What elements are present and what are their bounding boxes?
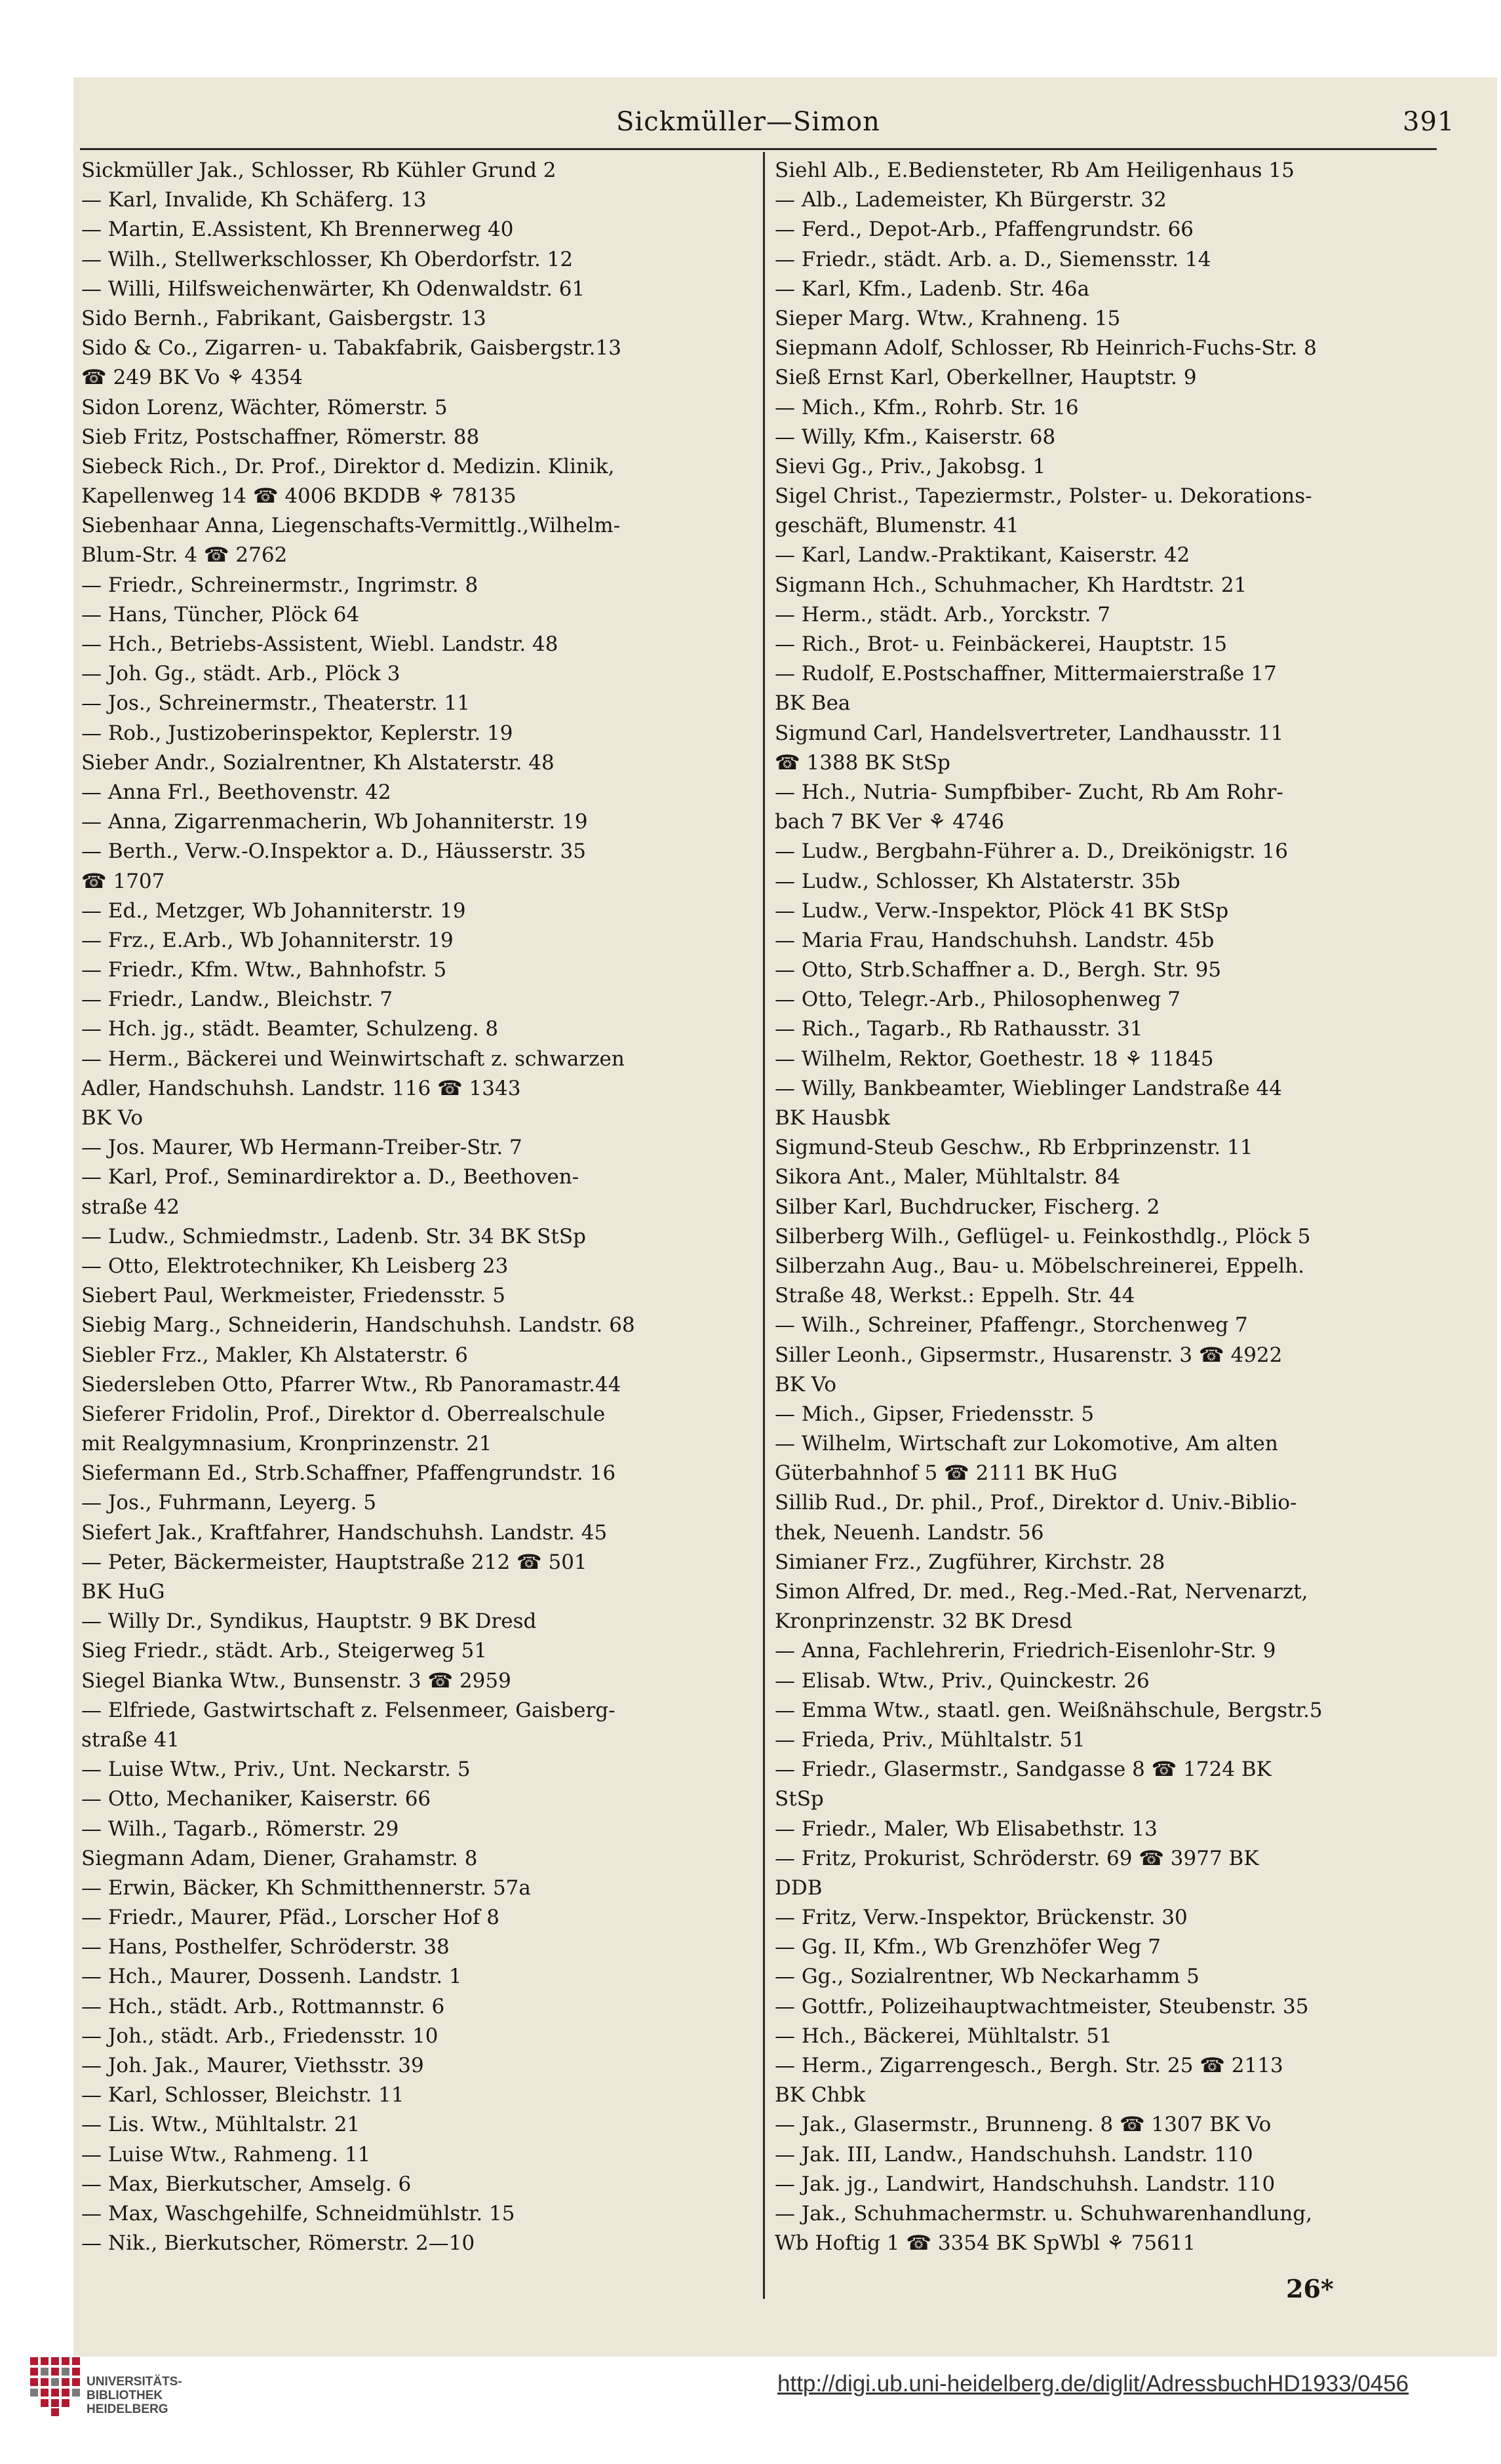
directory-entry: Siebeck Rich., Dr. Prof., Direktor d. Medizin. Klinik, xyxy=(81,454,615,478)
directory-entry: Adler, Handschuhsh. Landstr. 116 ☎ 1343 xyxy=(81,1076,521,1100)
directory-entry: — Anna, Fachlehrerin, Friedrich-Eisenlohr-Str. 9 xyxy=(775,1639,1276,1663)
directory-entry: — Frieda, Priv., Mühltalstr. 51 xyxy=(775,1727,1085,1752)
directory-entry: — Hch., städt. Arb., Rottmannstr. 6 xyxy=(81,1994,445,2018)
directory-entry: — Hch., Maurer, Dossenh. Landstr. 1 xyxy=(81,1965,462,1989)
directory-entry: StSp xyxy=(775,1787,824,1811)
directory-entry: ☎ 1388 BK StSp xyxy=(775,750,950,775)
header-rule xyxy=(80,148,1437,150)
directory-entry: mit Realgymnasium, Kronprinzenstr. 21 xyxy=(81,1432,492,1456)
directory-entry: — Hch. jg., städt. Beamter, Schulzeng. 8 xyxy=(81,1017,499,1041)
directory-entry: Siebenhaar Anna, Liegenschafts-Vermittlg.,Wilhelm- xyxy=(81,514,621,538)
source-url-link[interactable]: http://digi.ub.uni-heidelberg.de/diglit/AdressbuchHD1933/0456 xyxy=(777,2371,1409,2397)
directory-entry: — Friedr., Landw., Bleichstr. 7 xyxy=(81,988,393,1012)
directory-entry: — Emma Wtw., staatl. gen. Weißnähschule, Bergstr.5 xyxy=(775,1698,1323,1722)
directory-entry: — Anna Frl., Beethovenstr. 42 xyxy=(81,780,391,804)
directory-entry: straße 41 xyxy=(81,1727,180,1752)
directory-entry: — Ludw., Schlosser, Kh Alstaterstr. 35b xyxy=(775,869,1180,893)
directory-entry: — Wilh., Stellwerkschlosser, Kh Oberdorfstr. 12 xyxy=(81,247,574,271)
directory-entry: — Otto, Telegr.-Arb., Philosophenweg 7 xyxy=(775,988,1180,1012)
directory-entry: Sikora Ant., Maler, Mühltalstr. 84 xyxy=(775,1165,1121,1189)
directory-entry: — Joh. Jak., Maurer, Viethsstr. 39 xyxy=(81,2054,424,2077)
directory-entry: — Otto, Mechaniker, Kaiserstr. 66 xyxy=(81,1787,431,1811)
directory-entry: — Wilhelm, Wirtschaft zur Lokomotive, Am alten xyxy=(775,1432,1278,1456)
library-name xyxy=(87,2375,182,2416)
directory-entry: — Jos., Fuhrmann, Leyerg. 5 xyxy=(81,1491,377,1515)
column-divider xyxy=(763,152,765,2299)
directory-entry: — Herm., Zigarrengesch., Bergh. Str. 25 ☎ 2113 xyxy=(775,2054,1283,2077)
directory-entry: straße 42 xyxy=(81,1195,180,1219)
directory-entry: Siebert Paul, Werkmeister, Friedensstr. 5 xyxy=(81,1284,505,1308)
directory-entry: — Maria Frau, Handschuhsh. Landstr. 45b xyxy=(775,928,1215,952)
directory-entry: Siefermann Ed., Strb.Schaffner, Pfaffengrundstr. 16 xyxy=(81,1461,616,1486)
directory-entry: Siegel Bianka Wtw., Bunsenstr. 3 ☎ 2959 xyxy=(81,1668,511,1693)
directory-entry: — Rob., Justizoberinspektor, Keplerstr. 19 xyxy=(81,721,513,745)
left-column xyxy=(81,156,743,2258)
directory-entry: Sigel Christ., Tapeziermstr., Polster- u. Dekorations- xyxy=(775,484,1312,509)
directory-entry: Siepmann Adolf, Schlosser, Rb Heinrich-Fuchs-Str. 8 xyxy=(775,336,1317,360)
directory-entry: BK Hausbk xyxy=(775,1106,890,1130)
directory-entry: — Karl, Kfm., Ladenb. Str. 46a xyxy=(775,277,1090,301)
directory-entry: Simon Alfred, Dr. med., Reg.-Med.-Rat, Nervenarzt, xyxy=(775,1580,1308,1604)
directory-entry: Sieb Fritz, Postschaffner, Römerstr. 88 xyxy=(81,425,480,449)
directory-entry: — Willy, Bankbeamter, Wieblinger Landstraße 44 xyxy=(775,1076,1283,1100)
directory-entry: Sidon Lorenz, Wächter, Römerstr. 5 xyxy=(81,395,448,419)
directory-entry: BK Vo xyxy=(775,1372,836,1396)
directory-entry: Sickmüller Jak., Schlosser, Rb Kühler Grund 2 xyxy=(81,159,556,182)
directory-entry: Kapellenweg 14 ☎ 4006 BKDDB ⚘ 78135 xyxy=(81,484,517,509)
directory-entry: Siebler Frz., Makler, Kh Alstaterstr. 6 xyxy=(81,1343,468,1367)
directory-entry: — Jak. jg., Landwirt, Handschuhsh. Landstr. 110 xyxy=(775,2172,1276,2196)
directory-entry: — Anna, Zigarrenmacherin, Wb Johanniterstr. 19 xyxy=(81,810,588,834)
directory-entry: — Friedr., Schreinermstr., Ingrimstr. 8 xyxy=(81,573,478,597)
directory-entry: — Ludw., Bergbahn-Führer a. D., Dreikönigstr. 16 xyxy=(775,839,1289,864)
directory-entry: — Friedr., Maler, Wb Elisabethstr. 13 xyxy=(775,1817,1158,1841)
directory-entry: Sillib Rud., Dr. phil., Prof., Direktor d. Univ.-Biblio- xyxy=(775,1491,1297,1515)
directory-entry: — Joh., städt. Arb., Friedensstr. 10 xyxy=(81,2024,439,2048)
directory-entry: — Friedr., Kfm. Wtw., Bahnhofstr. 5 xyxy=(81,958,447,982)
directory-entry: — Berth., Verw.-O.Inspektor a. D., Häusserstr. 35 xyxy=(81,839,586,864)
library-name-line: UNIVERSITÄTS- xyxy=(87,2375,182,2389)
directory-entry: — Frz., E.Arb., Wb Johanniterstr. 19 xyxy=(81,928,454,952)
directory-entry: Sieper Marg. Wtw., Krahneng. 15 xyxy=(775,306,1121,330)
directory-entry: Sigmund-Steub Geschw., Rb Erbprinzenstr. 11 xyxy=(775,1136,1253,1160)
directory-entry: — Rudolf, E.Postschaffner, Mittermaierstraße 17 xyxy=(775,662,1277,686)
library-logo-icon xyxy=(30,2357,80,2416)
directory-entry: — Jak. III, Landw., Handschuhsh. Landstr. 110 xyxy=(775,2142,1253,2166)
directory-entry: Kronprinzenstr. 32 BK Dresd xyxy=(775,1609,1073,1634)
directory-entry: — Gottfr., Polizeihauptwachtmeister, Steubenstr. 35 xyxy=(775,1994,1309,2018)
directory-entry: Silberberg Wilh., Geflügel- u. Feinkosthdlg., Plöck 5 xyxy=(775,1224,1311,1248)
directory-entry: — Otto, Elektrotechniker, Kh Leisberg 23 xyxy=(81,1254,509,1278)
directory-entry: — Friedr., Maurer, Pfäd., Lorscher Hof 8 xyxy=(81,1906,500,1930)
directory-entry: Wb Hoftig 1 ☎ 3354 BK SpWbl ⚘ 75611 xyxy=(775,2231,1196,2256)
directory-entry: — Mich., Kfm., Rohrb. Str. 16 xyxy=(775,395,1079,419)
directory-entry: — Ludw., Verw.-Inspektor, Plöck 41 BK StSp xyxy=(775,898,1229,923)
directory-entry: Siegmann Adam, Diener, Grahamstr. 8 xyxy=(81,1846,478,1870)
directory-entry: — Max, Bierkutscher, Amselg. 6 xyxy=(81,2172,412,2196)
directory-entry: — Peter, Bäckermeister, Hauptstraße 212 ☎ 501 xyxy=(81,1550,587,1574)
directory-entry: — Alb., Lademeister, Kh Bürgerstr. 32 xyxy=(775,188,1167,212)
directory-entry: thek, Neuenh. Landstr. 56 xyxy=(775,1520,1044,1545)
directory-entry: — Hch., Betriebs-Assistent, Wiebl. Landstr. 48 xyxy=(81,632,558,656)
library-name-line: BIBLIOTHEK xyxy=(87,2389,163,2402)
directory-entry: — Luise Wtw., Rahmeng. 11 xyxy=(81,2142,371,2166)
directory-entry: Sievi Gg., Priv., Jakobsg. 1 xyxy=(775,454,1046,478)
directory-entry: Sido Bernh., Fabrikant, Gaisbergstr. 13 xyxy=(81,306,486,330)
directory-entry: — Max, Waschgehilfe, Schneidmühlstr. 15 xyxy=(81,2201,515,2225)
directory-entry: Siebig Marg., Schneiderin, Handschuhsh. Landstr. 68 xyxy=(81,1313,635,1338)
directory-entry: — Fritz, Prokurist, Schröderstr. 69 ☎ 3977 BK xyxy=(775,1846,1259,1870)
directory-entry: — Joh. Gg., städt. Arb., Plöck 3 xyxy=(81,662,400,686)
directory-entry: — Friedr., städt. Arb. a. D., Siemensstr. 14 xyxy=(775,247,1211,271)
directory-entry: — Jos. Maurer, Wb Hermann-Treiber-Str. 7 xyxy=(81,1136,522,1160)
directory-entry: — Karl, Landw.-Praktikant, Kaiserstr. 42 xyxy=(775,543,1190,568)
directory-entry: — Wilh., Tagarb., Römerstr. 29 xyxy=(81,1817,399,1841)
directory-entry: Siedersleben Otto, Pfarrer Wtw., Rb Panoramastr.44 xyxy=(81,1372,621,1396)
directory-entry: Blum-Str. 4 ☎ 2762 xyxy=(81,543,288,568)
directory-entry: Siller Leonh., Gipsermstr., Husarenstr. 3 ☎ 4922 xyxy=(775,1343,1283,1367)
directory-entry: — Rich., Brot- u. Feinbäckerei, Hauptstr. 15 xyxy=(775,632,1228,656)
directory-entry: Sigmann Hch., Schuhmacher, Kh Hardtstr. 21 xyxy=(775,573,1247,597)
directory-entry: — Willi, Hilfsweichenwärter, Kh Odenwaldstr. 61 xyxy=(81,277,585,301)
right-column xyxy=(775,156,1437,2258)
directory-entry: Simianer Frz., Zugführer, Kirchstr. 28 xyxy=(775,1550,1165,1574)
directory-entry: — Jak., Glasermstr., Brunneng. 8 ☎ 1307 BK Vo xyxy=(775,2113,1272,2137)
directory-entry: — Gg., Sozialrentner, Wb Neckarhamm 5 xyxy=(775,1965,1199,1989)
directory-entry: — Hch., Nutria- Sumpfbiber- Zucht, Rb Am Rohr- xyxy=(775,780,1283,804)
directory-entry: Siefert Jak., Kraftfahrer, Handschuhsh. Landstr. 45 xyxy=(81,1520,608,1545)
directory-entry: BK Chbk xyxy=(775,2083,866,2108)
directory-entry: ☎ 1707 xyxy=(81,869,165,893)
directory-entry: — Elisab. Wtw., Priv., Quinckestr. 26 xyxy=(775,1668,1150,1693)
library-name-line: HEIDELBERG xyxy=(87,2402,168,2416)
directory-entry: — Lis. Wtw., Mühltalstr. 21 xyxy=(81,2113,361,2137)
directory-entry: DDB xyxy=(775,1876,823,1900)
directory-entry: geschäft, Blumenstr. 41 xyxy=(775,514,1019,538)
page-header-title: Sickmüller—Simon xyxy=(616,107,880,137)
directory-entry: BK HuG xyxy=(81,1580,165,1604)
directory-entry: Siehl Alb., E.Bediensteter, Rb Am Heiligenhaus 15 xyxy=(775,159,1295,182)
directory-entry: Straße 48, Werkst.: Eppelh. Str. 44 xyxy=(775,1284,1135,1308)
directory-entry: — Elfriede, Gastwirtschaft z. Felsenmeer, Gaisberg- xyxy=(81,1698,615,1722)
directory-entry: Sieferer Fridolin, Prof., Direktor d. Oberrealschule xyxy=(81,1402,606,1426)
directory-entry: — Gg. II, Kfm., Wb Grenzhöfer Weg 7 xyxy=(775,1935,1161,1959)
directory-entry: — Hans, Posthelfer, Schröderstr. 38 xyxy=(81,1935,450,1959)
directory-entry: — Otto, Strb.Schaffner a. D., Bergh. Str. 95 xyxy=(775,958,1222,982)
directory-entry: Silber Karl, Buchdrucker, Fischerg. 2 xyxy=(775,1195,1160,1219)
directory-entry: — Willy, Kfm., Kaiserstr. 68 xyxy=(775,425,1056,449)
directory-entry: — Martin, E.Assistent, Kh Brennerweg 40 xyxy=(81,218,514,242)
directory-entry: — Hch., Bäckerei, Mühltalstr. 51 xyxy=(775,2024,1112,2048)
directory-entry: — Wilhelm, Rektor, Goethestr. 18 ⚘ 11845 xyxy=(775,1047,1214,1071)
directory-entry: — Herm., Bäckerei und Weinwirtschaft z. schwarzen xyxy=(81,1047,625,1071)
directory-entry: BK Vo xyxy=(81,1106,143,1130)
directory-entry: Sieber Andr., Sozialrentner, Kh Alstaterstr. 48 xyxy=(81,750,555,775)
directory-entry: — Herm., städt. Arb., Yorckstr. 7 xyxy=(775,602,1111,626)
directory-entry: Sido & Co., Zigarren- u. Tabakfabrik, Gaisbergstr.13 xyxy=(81,336,621,360)
directory-entry: — Ed., Metzger, Wb Johanniterstr. 19 xyxy=(81,898,466,923)
directory-entry: — Friedr., Glasermstr., Sandgasse 8 ☎ 1724 BK xyxy=(775,1758,1272,1782)
directory-entry: Sieß Ernst Karl, Oberkellner, Hauptstr. 9 xyxy=(775,366,1197,390)
directory-entry: bach 7 BK Ver ⚘ 4746 xyxy=(775,810,1004,834)
directory-entry: — Karl, Schlosser, Bleichstr. 11 xyxy=(81,2083,404,2108)
directory-entry: — Jak., Schuhmachermstr. u. Schuhwarenhandlung, xyxy=(775,2201,1312,2225)
directory-entry: — Luise Wtw., Priv., Unt. Neckarstr. 5 xyxy=(81,1758,471,1782)
directory-entry: — Rich., Tagarb., Rb Rathausstr. 31 xyxy=(775,1017,1143,1041)
directory-entry: — Fritz, Verw.-Inspektor, Brückenstr. 30 xyxy=(775,1906,1188,1930)
page-number: 391 xyxy=(1403,107,1455,137)
signature-mark: 26* xyxy=(1286,2274,1334,2303)
directory-entry: — Mich., Gipser, Friedensstr. 5 xyxy=(775,1402,1095,1426)
directory-entry: — Erwin, Bäcker, Kh Schmitthennerstr. 57a xyxy=(81,1876,531,1900)
directory-entry: Sigmund Carl, Handelsvertreter, Landhausstr. 11 xyxy=(775,721,1284,745)
directory-entry: — Karl, Invalide, Kh Schäferg. 13 xyxy=(81,188,427,212)
directory-entry: Güterbahnhof 5 ☎ 2111 BK HuG xyxy=(775,1461,1118,1486)
directory-entry: — Willy Dr., Syndikus, Hauptstr. 9 BK Dresd xyxy=(81,1609,537,1634)
directory-entry: Silberzahn Aug., Bau- u. Möbelschreinerei, Eppelh. xyxy=(775,1254,1304,1278)
directory-entry: Sieg Friedr., städt. Arb., Steigerweg 51 xyxy=(81,1639,488,1663)
directory-entry: — Nik., Bierkutscher, Römerstr. 2—10 xyxy=(81,2231,475,2256)
directory-entry: — Ferd., Depot-Arb., Pfaffengrundstr. 66 xyxy=(775,218,1194,242)
directory-entry: — Ludw., Schmiedmstr., Ladenb. Str. 34 BK StSp xyxy=(81,1224,586,1248)
directory-entry: ☎ 249 BK Vo ⚘ 4354 xyxy=(81,366,303,390)
directory-entry: — Wilh., Schreiner, Pfaffengr., Storchenweg 7 xyxy=(775,1313,1248,1338)
directory-entry: BK Bea xyxy=(775,691,851,716)
directory-entry: — Jos., Schreinermstr., Theaterstr. 11 xyxy=(81,691,470,716)
directory-entry: — Karl, Prof., Seminardirektor a. D., Beethoven- xyxy=(81,1165,579,1189)
directory-entry: — Hans, Tüncher, Plöck 64 xyxy=(81,602,360,626)
